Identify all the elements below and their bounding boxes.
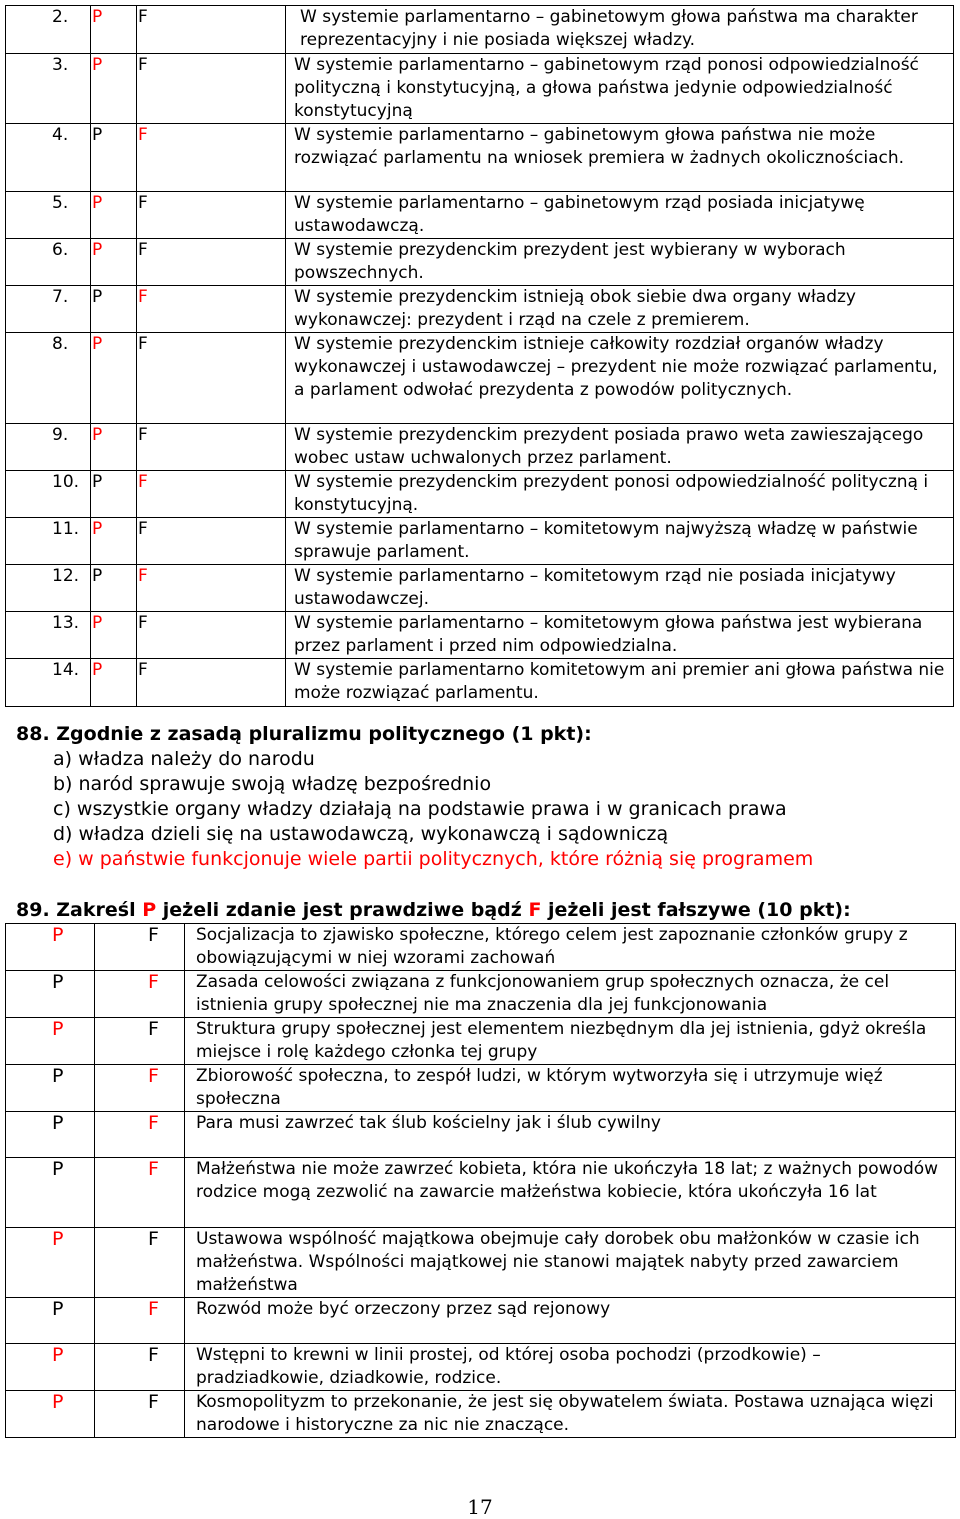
statement-number-cell <box>6 192 91 239</box>
statement-text-cell <box>185 924 956 971</box>
true-option: P <box>92 334 103 354</box>
true-option-cell <box>6 1391 95 1438</box>
statement-text-cell <box>185 971 956 1018</box>
true-option: P <box>92 287 103 307</box>
statement-text: W systemie prezydenckim istnieje całkowity rozdział organów władzy wykonawczej i ustawodawczej – prezydent nie może rozwiązać parlamentu, a parlament odwołać prezydenta z powodów politycznych. <box>294 334 938 400</box>
table-row <box>6 1298 956 1344</box>
answer-option: d) władza dzieli się na ustawodawczą, wykonawczą i sądowniczą <box>53 823 669 845</box>
statement-number-cell <box>6 612 91 659</box>
question-89-title: 89. Zakreśl P jeżeli zdanie jest prawdziwe bądź F jeżeli jest fałszywe (10 pkt): <box>16 899 851 921</box>
false-option: F <box>138 425 148 445</box>
false-option: F <box>148 1344 159 1366</box>
true-option: P <box>52 1298 64 1320</box>
table-row <box>6 1112 956 1158</box>
statement-number: 4. <box>52 125 69 145</box>
statement-text: Struktura grupy społecznej jest elementem niezbędnym dla jej istnienia, gdyż określa miejsce i rolę każdego członka tej grupy <box>196 1019 927 1062</box>
statement-text: W systemie prezydenckim prezydent jest wybierany w wyborach powszechnych. <box>294 240 846 283</box>
statements-table-body <box>6 6 954 707</box>
false-option: F <box>138 519 148 539</box>
true-option: P <box>92 613 103 633</box>
false-option: F <box>138 472 148 492</box>
true-option-cell <box>91 239 137 286</box>
false-option-cell <box>95 971 185 1018</box>
statement-text-cell <box>286 565 954 612</box>
true-option-cell <box>6 1112 95 1158</box>
statement-text-cell <box>286 54 954 124</box>
question-88 <box>16 722 946 872</box>
statement-text-cell <box>286 6 954 54</box>
false-option-cell <box>137 565 286 612</box>
statement-number: 2. <box>52 7 69 27</box>
false-option: F <box>148 1158 159 1180</box>
true-option-cell <box>91 565 137 612</box>
false-option-cell <box>95 1065 185 1112</box>
false-option: F <box>138 660 148 680</box>
true-option: P <box>52 1158 64 1180</box>
true-option-cell <box>6 1298 95 1344</box>
false-option: F <box>138 55 148 75</box>
statement-text-cell <box>185 1112 956 1158</box>
false-option-cell <box>137 192 286 239</box>
true-option: P <box>52 971 64 993</box>
false-option: F <box>148 1298 159 1320</box>
false-option: F <box>138 240 148 260</box>
false-option-cell <box>137 124 286 192</box>
statement-text: Ustawowa wspólność majątkowa obejmuje cały dorobek obu małżonków w czasie ich małżeństwa. Wspólności majątkowej nie stanowi majątek nabyty przed zawarciem małżeństwa <box>196 1229 920 1295</box>
statement-text-cell <box>286 124 954 192</box>
false-option-cell <box>137 333 286 424</box>
question-89 <box>16 898 946 923</box>
statement-number-cell <box>6 54 91 124</box>
false-option-cell <box>95 1391 185 1438</box>
statement-number-cell <box>6 333 91 424</box>
statement-text-cell <box>185 1391 956 1438</box>
statement-number-cell <box>6 659 91 707</box>
false-option-cell <box>137 6 286 54</box>
statement-text: W systemie prezydenckim prezydent posiada prawo weta zawieszającego wobec ustaw uchwalonych przez parlament. <box>294 425 924 468</box>
true-option-cell <box>91 612 137 659</box>
statement-text-cell <box>286 612 954 659</box>
statements-table-body <box>6 924 956 1438</box>
statement-text-cell <box>286 471 954 518</box>
false-option-cell <box>95 1112 185 1158</box>
false-option-cell <box>95 1344 185 1391</box>
statement-text: Para musi zawrzeć tak ślub kościelny jak i ślub cywilny <box>196 1113 661 1133</box>
true-option: P <box>52 1228 64 1250</box>
false-option-cell <box>137 239 286 286</box>
statement-number: 7. <box>52 287 69 307</box>
true-option: P <box>92 7 103 27</box>
false-option: F <box>138 193 148 213</box>
statement-number: 12. <box>52 566 80 586</box>
true-option: P <box>92 125 103 145</box>
true-option: P <box>52 1065 64 1087</box>
true-option: P <box>52 1018 64 1040</box>
true-option: P <box>52 924 64 946</box>
false-option: F <box>148 1018 159 1040</box>
false-option: F <box>138 566 148 586</box>
true-option-cell <box>6 1018 95 1065</box>
statement-text: W systemie prezydenckim prezydent ponosi odpowiedzialność polityczną i konstytucyjną. <box>294 472 929 515</box>
table-row <box>6 565 954 612</box>
statement-number-cell <box>6 6 91 54</box>
table-row <box>6 924 956 971</box>
false-option: F <box>138 334 148 354</box>
false-option: F <box>138 7 148 27</box>
false-option: F <box>148 924 159 946</box>
statement-text-cell <box>185 1228 956 1298</box>
table-row <box>6 333 954 424</box>
statement-text: W systemie parlamentarno – komitetowym głowa państwa jest wybierana przez parlament i przed nim odpowiedzialna. <box>294 613 923 656</box>
false-option-cell <box>95 924 185 971</box>
table-row <box>6 612 954 659</box>
false-option-cell <box>137 518 286 565</box>
statement-text: Zbiorowość społeczna, to zespół ludzi, w którym wytworzyła się i utrzymuje więź społeczna <box>196 1066 883 1109</box>
true-option-cell <box>91 54 137 124</box>
statement-text-cell <box>286 518 954 565</box>
true-option-cell <box>91 124 137 192</box>
true-option-cell <box>91 518 137 565</box>
true-option-cell <box>6 1158 95 1228</box>
statement-text-cell <box>286 239 954 286</box>
false-option: F <box>148 1112 159 1134</box>
statements-table-systems <box>5 5 954 707</box>
true-option-cell <box>91 6 137 54</box>
statement-text-cell <box>185 1298 956 1344</box>
true-option-cell <box>6 971 95 1018</box>
statement-text: W systemie parlamentarno – gabinetowym głowa państwa nie może rozwiązać parlamentu na wniosek premiera w żadnych okolicznościach. <box>294 125 905 168</box>
false-option-cell <box>95 1018 185 1065</box>
true-option: P <box>92 660 103 680</box>
false-option-cell <box>95 1158 185 1228</box>
statement-text: Socjalizacja to zjawisko społeczne, którego celem jest zapoznanie członków grupy z obowiązującymi w niej wzorami zachowań <box>196 925 908 968</box>
table-row <box>6 6 954 54</box>
statement-text-cell <box>185 1065 956 1112</box>
table-row <box>6 424 954 471</box>
statement-number-cell <box>6 239 91 286</box>
true-option: P <box>92 425 103 445</box>
false-option: F <box>138 613 148 633</box>
statement-number: 5. <box>52 193 69 213</box>
table-row <box>6 518 954 565</box>
true-option-cell <box>91 471 137 518</box>
table-row <box>6 971 956 1018</box>
statement-number: 14. <box>52 660 80 680</box>
statement-text-cell <box>286 192 954 239</box>
statement-text-cell <box>286 424 954 471</box>
statement-text: W systemie parlamentarno komitetowym ani premier ani głowa państwa nie może rozwiązać parlamentu. <box>294 660 945 703</box>
statement-text: W systemie parlamentarno – gabinetowym rząd ponosi odpowiedzialność polityczną i konstytucyjną, a głowa państwa jedynie odpowiedzialność konstytucyjną <box>294 55 919 121</box>
statement-number: 6. <box>52 240 69 260</box>
false-option-cell <box>137 612 286 659</box>
table-row <box>6 54 954 124</box>
false-option-cell <box>137 471 286 518</box>
table-row <box>6 1065 956 1112</box>
statement-number-cell <box>6 124 91 192</box>
statement-text: W systemie parlamentarno – komitetowym najwyższą władzę w państwie sprawuje parlament. <box>294 519 918 562</box>
statements-table-social <box>5 923 956 1438</box>
statement-number-cell <box>6 471 91 518</box>
table-row <box>6 659 954 707</box>
true-option-cell <box>91 286 137 333</box>
false-option-cell <box>137 424 286 471</box>
answer-option: c) wszystkie organy władzy działają na podstawie prawa i w granicach prawa <box>53 798 787 820</box>
true-letter: P <box>142 899 157 921</box>
statement-number: 11. <box>52 519 80 539</box>
question-88-title: 88. Zgodnie z zasadą pluralizmu politycznego (1 pkt): <box>16 723 592 745</box>
false-option-cell <box>137 54 286 124</box>
true-option: P <box>92 240 103 260</box>
false-option-cell <box>95 1228 185 1298</box>
question-88-options <box>16 747 946 872</box>
statement-number: 8. <box>52 334 69 354</box>
false-option: F <box>148 1065 159 1087</box>
table-row <box>6 471 954 518</box>
false-letter: F <box>528 899 542 921</box>
statement-number: 9. <box>52 425 69 445</box>
statement-text-cell <box>185 1158 956 1228</box>
true-option-cell <box>91 333 137 424</box>
true-option-cell <box>6 1228 95 1298</box>
answer-option: a) władza należy do narodu <box>53 748 315 770</box>
true-option: P <box>92 519 103 539</box>
table-row <box>6 192 954 239</box>
answer-option: e) w państwie funkcjonuje wiele partii politycznych, które różnią się programem <box>53 848 814 870</box>
true-option-cell <box>6 1065 95 1112</box>
true-option: P <box>52 1391 64 1413</box>
statement-text-cell <box>286 659 954 707</box>
true-option: P <box>92 566 103 586</box>
statement-text-cell <box>286 333 954 424</box>
table-row <box>6 1228 956 1298</box>
statement-text-cell <box>185 1344 956 1391</box>
false-option-cell <box>137 659 286 707</box>
statement-number-cell <box>6 518 91 565</box>
false-option: F <box>148 1391 159 1413</box>
true-option-cell <box>91 659 137 707</box>
statement-text: Rozwód może być orzeczony przez sąd rejonowy <box>196 1299 611 1319</box>
statement-number-cell <box>6 424 91 471</box>
statement-text: Kosmopolityzm to przekonanie, że jest się obywatelem świata. Postawa uznająca więzi narodowe i historyczne za nic nie znaczące. <box>196 1392 934 1435</box>
statement-text-cell <box>286 286 954 333</box>
false-option: F <box>138 125 148 145</box>
table-row <box>6 239 954 286</box>
statement-number-cell <box>6 286 91 333</box>
statement-text: W systemie prezydenckim istnieją obok siebie dwa organy władzy wykonawczej: prezydent i rząd na czele z premierem. <box>294 287 856 330</box>
page-number: 17 <box>467 1495 493 1519</box>
table-row <box>6 1018 956 1065</box>
false-option-cell <box>95 1298 185 1344</box>
answer-option: b) naród sprawuje swoją władzę bezpośrednio <box>53 773 492 795</box>
statement-text: W systemie parlamentarno – gabinetowym rząd posiada inicjatywę ustawodawczą. <box>294 193 865 236</box>
true-option: P <box>92 472 103 492</box>
statement-text: W systemie parlamentarno – komitetowym rząd nie posiada inicjatywy ustawodawczej. <box>294 566 896 609</box>
false-option: F <box>148 971 159 993</box>
true-option-cell <box>6 1344 95 1391</box>
false-option: F <box>148 1228 159 1250</box>
table-row <box>6 1158 956 1228</box>
statement-text: Małżeństwa nie może zawrzeć kobieta, która nie ukończyła 18 lat; z ważnych powodów rodzice mogą zezwolić na zawarcie małżeństwa kobiecie, która ukończyła 16 lat <box>196 1159 939 1202</box>
statement-text: W systemie parlamentarno – gabinetowym głowa państwa ma charakter reprezentacyjny i nie posiada większej władzy. <box>300 7 918 50</box>
statement-text: Wstępni to krewni w linii prostej, od której osoba pochodzi (przodkowie) – pradziadkowie, dziadkowie, rodzice. <box>196 1345 821 1388</box>
true-option-cell <box>91 192 137 239</box>
true-option: P <box>92 55 103 75</box>
false-option: F <box>138 287 148 307</box>
statement-text-cell <box>185 1018 956 1065</box>
statement-number: 10. <box>52 472 80 492</box>
statement-number-cell <box>6 565 91 612</box>
true-option: P <box>52 1344 64 1366</box>
true-option: P <box>92 193 103 213</box>
table-row <box>6 124 954 192</box>
table-row <box>6 1344 956 1391</box>
true-option: P <box>52 1112 64 1134</box>
statement-text: Zasada celowości związana z funkcjonowaniem grup społecznych oznacza, że cel istnienia grupy społecznej nie ma znaczenia dla jej funkcjonowania <box>196 972 890 1015</box>
table-row <box>6 286 954 333</box>
statement-number: 3. <box>52 55 69 75</box>
statement-number: 13. <box>52 613 80 633</box>
table-row <box>6 1391 956 1438</box>
false-option-cell <box>137 286 286 333</box>
true-option-cell <box>6 924 95 971</box>
true-option-cell <box>91 424 137 471</box>
